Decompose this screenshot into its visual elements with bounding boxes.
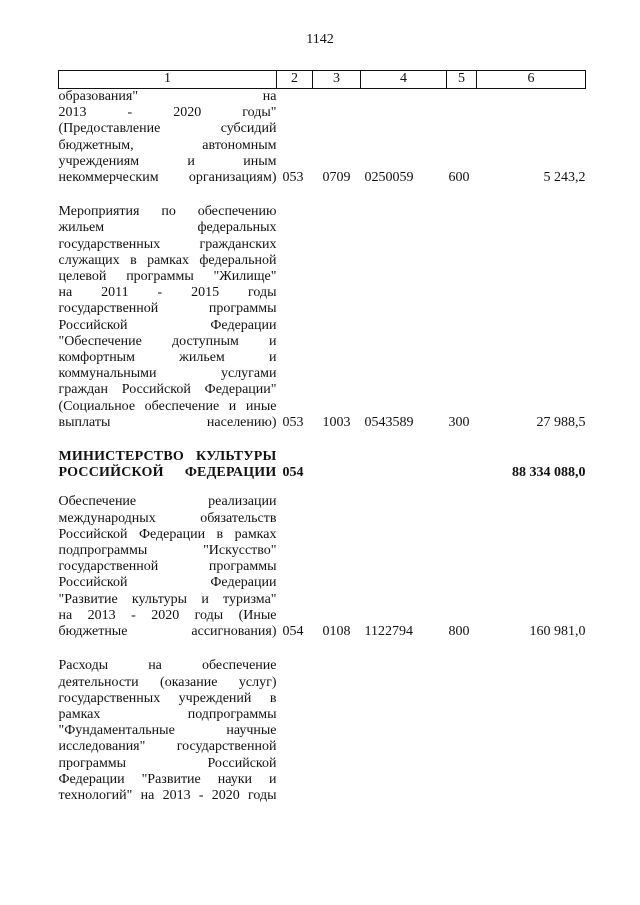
- description-line: МИНИСТЕРСТВО КУЛЬТУРЫ: [58, 449, 277, 465]
- section-code: 0108: [322, 624, 351, 640]
- description-line: Российской Федерации в рамках: [58, 526, 277, 542]
- description-line: (Социальное обеспечение и иные: [58, 398, 277, 414]
- description-line: Мероприятия по обеспечению: [58, 204, 277, 220]
- description-line: исследования" государственной: [58, 739, 277, 755]
- amount: 88 334 088,0: [512, 465, 586, 481]
- description-line: целевой программы "Жилище": [58, 269, 277, 285]
- column-header-5: 5: [447, 71, 477, 89]
- description-line: бюджетным, автономным: [58, 137, 277, 153]
- amount: 27 988,5: [536, 414, 586, 430]
- description-line: государственной программы: [58, 559, 277, 575]
- description-line: на 2013 - 2020 годы (Иные: [58, 607, 277, 623]
- description-line: деятельности (оказание услуг): [58, 674, 277, 690]
- description-line: комфортным жильем и: [58, 350, 277, 366]
- header-row: [59, 71, 586, 89]
- ministry-code: [277, 658, 313, 804]
- ministry-code: 053: [282, 170, 304, 186]
- description-line: технологий" на 2013 - 2020 годы: [58, 787, 277, 803]
- description-line: 2013 - 2020 годы": [58, 105, 277, 121]
- description-line: "Обеспечение доступным и: [58, 333, 277, 349]
- table-row: [59, 494, 586, 640]
- description-line: служащих в рамках федеральной: [58, 252, 277, 268]
- column-header-3: 3: [313, 71, 361, 89]
- expense-type-code: [447, 658, 477, 804]
- page-number: 1142: [306, 32, 334, 47]
- table-row: [59, 204, 586, 431]
- description-line: учреждениям и иным: [58, 153, 277, 169]
- description-line: Обеспечение реализации: [58, 494, 277, 510]
- description-line: Расходы на обеспечение: [58, 658, 277, 674]
- description-line: международных обязательств: [58, 510, 277, 526]
- row-description: [59, 658, 277, 804]
- description-line: коммунальными услугами: [58, 366, 277, 382]
- description-line: бюджетные ассигнования): [58, 624, 277, 640]
- table-row: [59, 89, 586, 187]
- table-row: [59, 449, 586, 481]
- expense-type-code: [447, 449, 477, 481]
- row-description: [59, 494, 277, 640]
- description-line: выплаты населению): [58, 414, 277, 430]
- description-line: государственной программы: [58, 301, 277, 317]
- description-line: государственных гражданских: [58, 236, 277, 252]
- section-code: [313, 449, 361, 481]
- row-description: [59, 204, 277, 431]
- column-header-1: 1: [59, 71, 277, 89]
- description-line: РОССИЙСКОЙ ФЕДЕРАЦИИ: [58, 465, 277, 481]
- amount: 5 243,2: [543, 170, 586, 186]
- section-code: 1003: [322, 414, 351, 430]
- ministry-code: 054: [282, 624, 304, 640]
- description-line: программы Российской: [58, 755, 277, 771]
- description-line: жильем федеральных: [58, 220, 277, 236]
- description-line: (Предоставление субсидий: [58, 121, 277, 137]
- description-line: образования" на: [58, 89, 277, 104]
- ministry-code: 053: [282, 414, 304, 430]
- expense-type-code: 600: [448, 170, 470, 186]
- column-header-6: 6: [477, 71, 586, 89]
- description-line: Федерации "Развитие науки и: [58, 771, 277, 787]
- column-header-2: 2: [277, 71, 313, 89]
- description-line: подпрограммы "Искусство": [58, 543, 277, 559]
- ministry-code: 054: [282, 465, 304, 481]
- target-article-code: [361, 658, 447, 804]
- description-line: рамках подпрограммы: [58, 706, 277, 722]
- description-line: государственных учреждений в: [58, 690, 277, 706]
- description-line: Российской Федерации: [58, 317, 277, 333]
- table-row: [59, 658, 586, 804]
- description-line: некоммерческим организациям): [58, 170, 277, 186]
- column-header-4: 4: [361, 71, 447, 89]
- description-line: "Развитие культуры и туризма": [58, 591, 277, 607]
- row-description: [59, 89, 277, 187]
- amount: [477, 658, 586, 804]
- description-line: на 2011 - 2015 годы: [58, 285, 277, 301]
- description-line: Российской Федерации: [58, 575, 277, 591]
- ministry-heading: [59, 449, 277, 481]
- target-article-code: 0543589: [364, 414, 414, 430]
- description-line: "Фундаментальные научные: [58, 723, 277, 739]
- target-article-code: 1122794: [364, 624, 413, 640]
- target-article-code: 0250059: [364, 170, 414, 186]
- expense-type-code: 800: [448, 624, 470, 640]
- section-code: 0709: [322, 170, 351, 186]
- section-code: [313, 658, 361, 804]
- description-line: граждан Российской Федерации": [58, 382, 277, 398]
- expense-type-code: 300: [448, 414, 470, 430]
- amount: 160 981,0: [529, 624, 586, 640]
- budget-table: [58, 70, 586, 804]
- target-article-code: [361, 449, 447, 481]
